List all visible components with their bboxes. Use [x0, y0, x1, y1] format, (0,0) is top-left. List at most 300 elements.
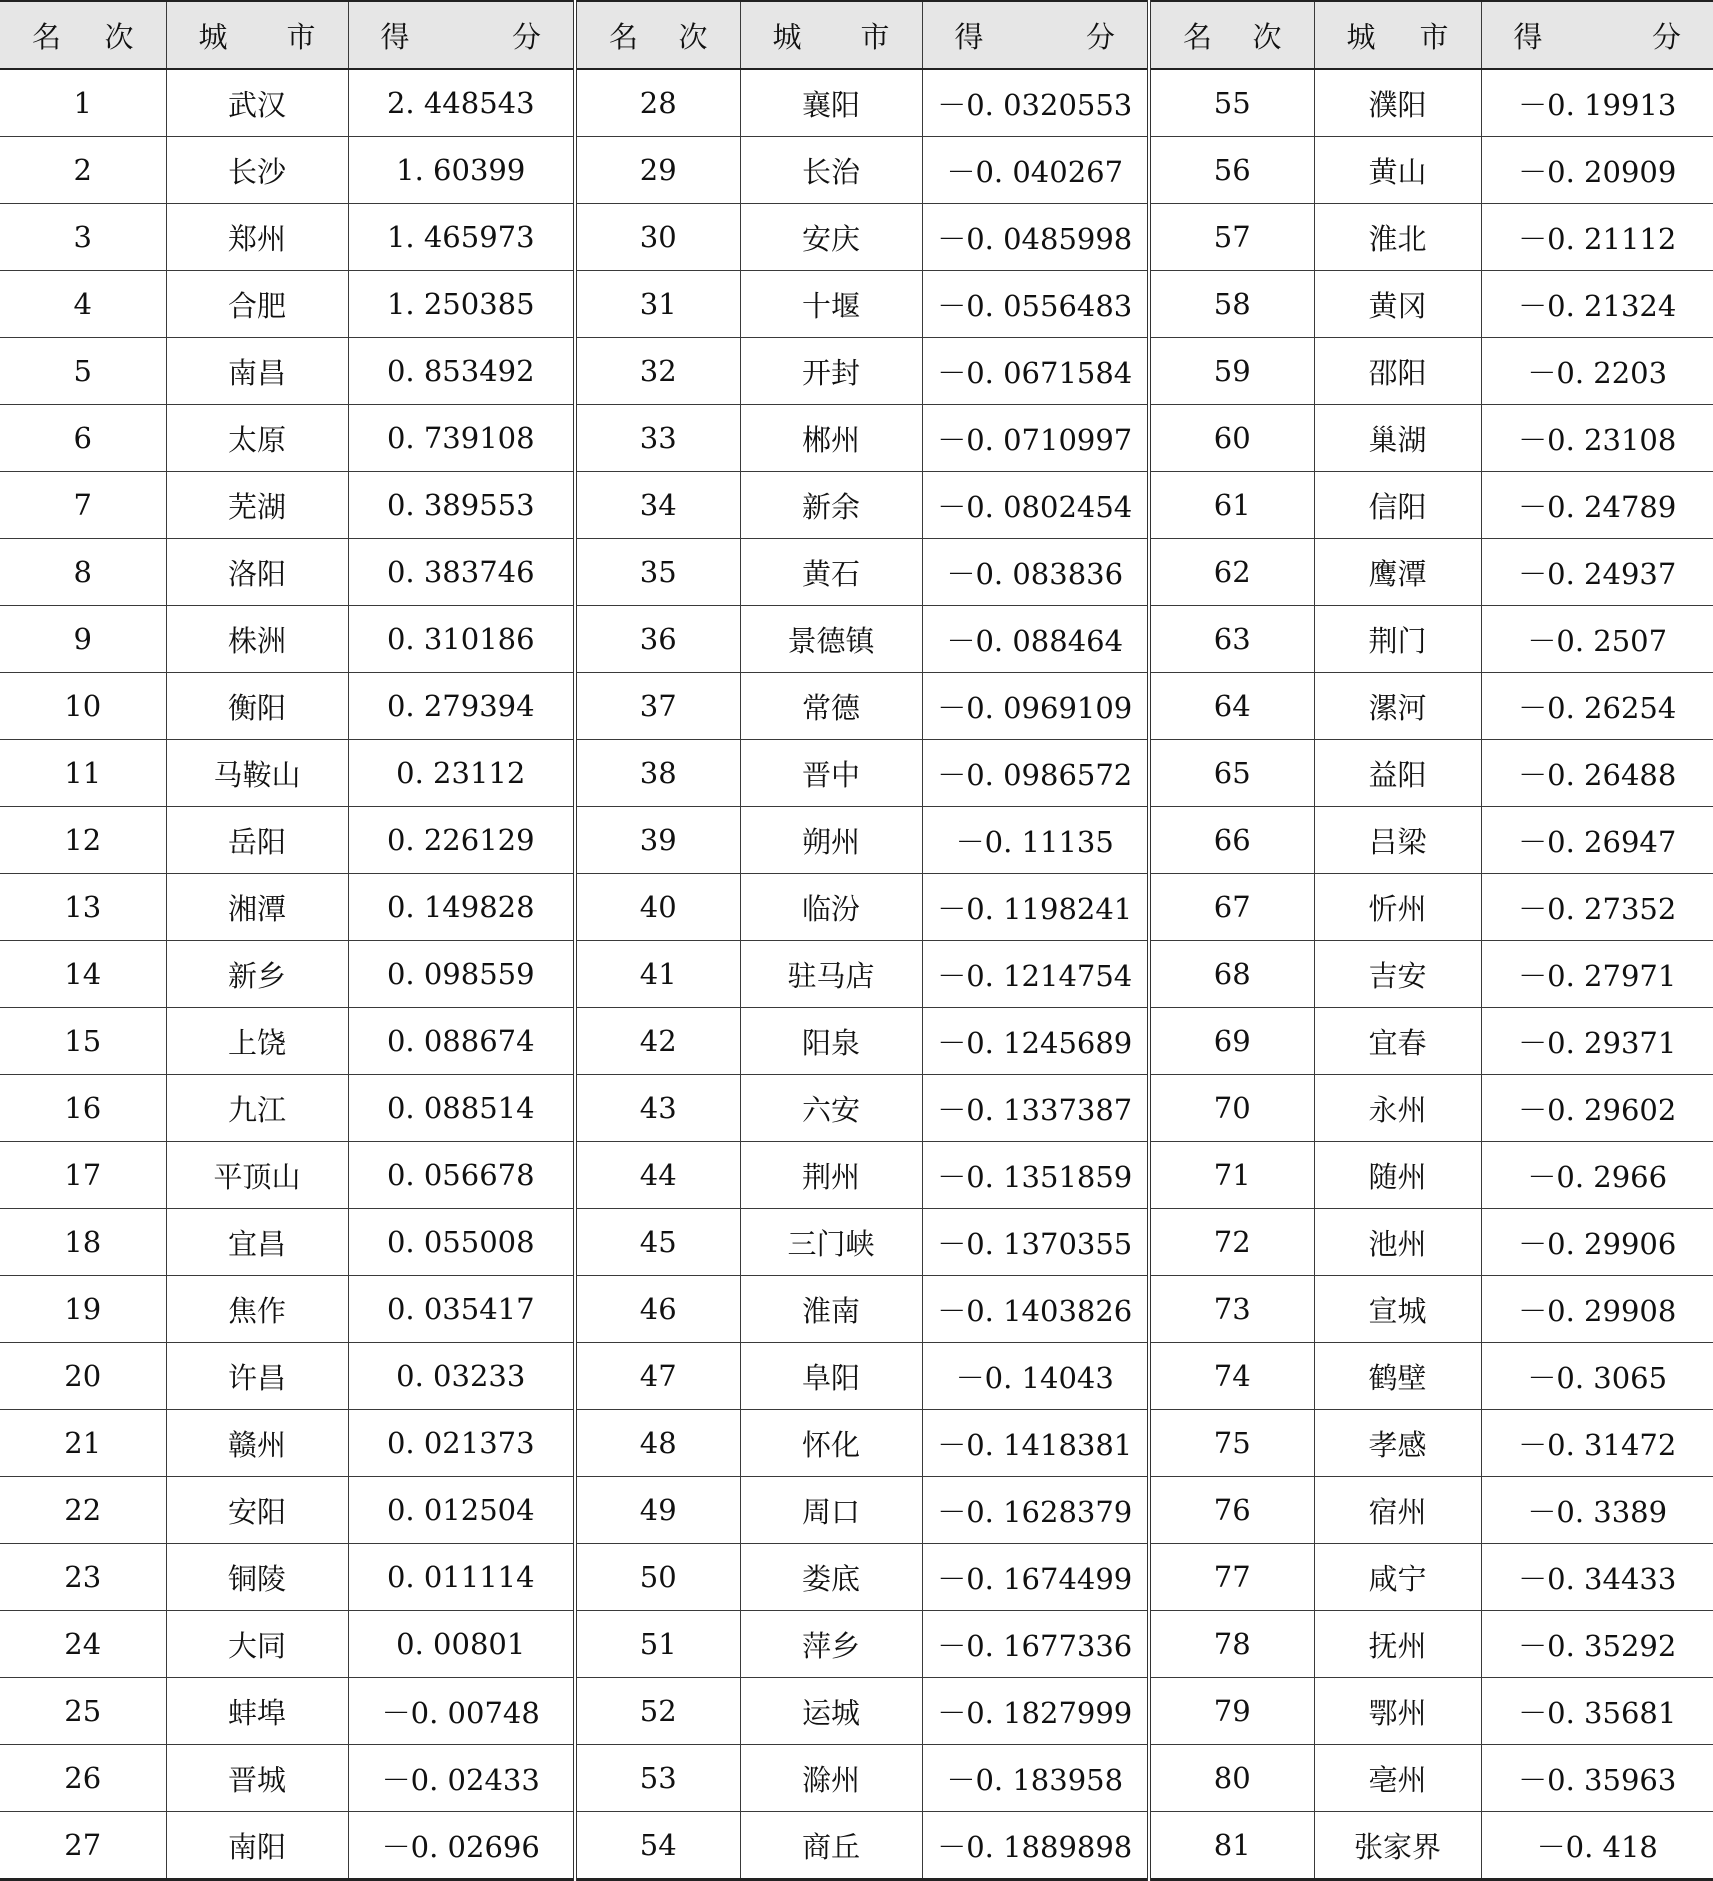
- city-cell: 宣城: [1314, 1276, 1481, 1343]
- score-cell: －0. 27352: [1481, 874, 1713, 941]
- header-label: [349, 15, 574, 56]
- rank-cell: 18: [0, 1209, 166, 1276]
- table-header: [0, 1, 1713, 69]
- table-row: [0, 740, 1713, 807]
- score-cell: －0. 0710997: [922, 405, 1149, 472]
- rank-cell: 67: [1149, 874, 1314, 941]
- score-cell: －0. 2507: [1481, 606, 1713, 673]
- city-cell: 景德镇: [740, 606, 922, 673]
- rank-cell: 42: [575, 1008, 740, 1075]
- rank-cell: 7: [0, 472, 166, 539]
- city-cell: 宜春: [1314, 1008, 1481, 1075]
- score-cell: －0. 0986572: [922, 740, 1149, 807]
- score-cell: －0. 21112: [1481, 204, 1713, 271]
- rank-cell: 44: [575, 1142, 740, 1209]
- score-cell: －0. 1628379: [922, 1477, 1149, 1544]
- city-cell: 驻马店: [740, 941, 922, 1008]
- score-cell: －0. 3065: [1481, 1343, 1713, 1410]
- rank-cell: 26: [0, 1745, 166, 1812]
- city-cell: 太原: [166, 405, 348, 472]
- rank-cell: 81: [1149, 1812, 1314, 1880]
- city-cell: 萍乡: [740, 1611, 922, 1678]
- city-cell: 郑州: [166, 204, 348, 271]
- rank-cell: 68: [1149, 941, 1314, 1008]
- city-cell: 湘潭: [166, 874, 348, 941]
- rank-cell: 38: [575, 740, 740, 807]
- table-row: [0, 874, 1713, 941]
- score-cell: －0. 29371: [1481, 1008, 1713, 1075]
- header-city-g2: [740, 1, 922, 69]
- score-cell: 0. 055008: [348, 1209, 575, 1276]
- table-row: [0, 1209, 1713, 1276]
- city-cell: 十堰: [740, 271, 922, 338]
- rank-cell: 60: [1149, 405, 1314, 472]
- city-cell: 郴州: [740, 405, 922, 472]
- rank-cell: 73: [1149, 1276, 1314, 1343]
- score-cell: 0. 011114: [348, 1544, 575, 1611]
- score-cell: －0. 0671584: [922, 338, 1149, 405]
- header-char: 市: [286, 15, 315, 56]
- score-cell: 0. 00801: [348, 1611, 575, 1678]
- city-cell: 上饶: [166, 1008, 348, 1075]
- city-cell: 南阳: [166, 1812, 348, 1880]
- header-label: [1482, 15, 1713, 56]
- header-char: 得: [955, 15, 984, 56]
- city-cell: 晋城: [166, 1745, 348, 1812]
- rank-cell: 48: [575, 1410, 740, 1477]
- score-cell: 0. 088514: [348, 1075, 575, 1142]
- rank-cell: 8: [0, 539, 166, 606]
- score-cell: －0. 0556483: [922, 271, 1149, 338]
- header-rank-g3: [1149, 1, 1314, 69]
- score-cell: －0. 1370355: [922, 1209, 1149, 1276]
- score-cell: 0. 23112: [348, 740, 575, 807]
- rank-cell: 53: [575, 1745, 740, 1812]
- score-cell: －0. 00748: [348, 1678, 575, 1745]
- score-cell: －0. 1418381: [922, 1410, 1149, 1477]
- rank-cell: 10: [0, 673, 166, 740]
- rank-cell: 15: [0, 1008, 166, 1075]
- city-cell: 宜昌: [166, 1209, 348, 1276]
- table-row: [0, 941, 1713, 1008]
- score-cell: －0. 29602: [1481, 1075, 1713, 1142]
- score-cell: －0. 24789: [1481, 472, 1713, 539]
- table-row: [0, 69, 1713, 137]
- header-char: 分: [512, 15, 541, 56]
- city-cell: 蚌埠: [166, 1678, 348, 1745]
- table-row: [0, 1611, 1713, 1678]
- city-cell: 黄山: [1314, 137, 1481, 204]
- header-label: [577, 15, 740, 56]
- score-cell: －0. 0802454: [922, 472, 1149, 539]
- score-cell: －0. 1198241: [922, 874, 1149, 941]
- header-rank-g2: [575, 1, 740, 69]
- city-cell: 荆门: [1314, 606, 1481, 673]
- city-cell: 铜陵: [166, 1544, 348, 1611]
- header-char: 分: [1086, 15, 1115, 56]
- rank-cell: 52: [575, 1678, 740, 1745]
- city-cell: 滁州: [740, 1745, 922, 1812]
- header-score-g1: [348, 1, 575, 69]
- rank-cell: 56: [1149, 137, 1314, 204]
- score-cell: －0. 24937: [1481, 539, 1713, 606]
- table-row: [0, 807, 1713, 874]
- rank-cell: 61: [1149, 472, 1314, 539]
- city-cell: 衡阳: [166, 673, 348, 740]
- score-cell: －0. 1337387: [922, 1075, 1149, 1142]
- city-cell: 大同: [166, 1611, 348, 1678]
- score-cell: －0. 1214754: [922, 941, 1149, 1008]
- rank-cell: 71: [1149, 1142, 1314, 1209]
- rank-cell: 28: [575, 69, 740, 137]
- rank-cell: 30: [575, 204, 740, 271]
- rank-cell: 55: [1149, 69, 1314, 137]
- rank-cell: 37: [575, 673, 740, 740]
- rank-cell: 22: [0, 1477, 166, 1544]
- rank-cell: 65: [1149, 740, 1314, 807]
- rank-cell: 79: [1149, 1678, 1314, 1745]
- rank-cell: 35: [575, 539, 740, 606]
- city-cell: 临汾: [740, 874, 922, 941]
- city-cell: 荆州: [740, 1142, 922, 1209]
- score-cell: 0. 310186: [348, 606, 575, 673]
- city-cell: 襄阳: [740, 69, 922, 137]
- score-cell: 0. 021373: [348, 1410, 575, 1477]
- city-cell: 新乡: [166, 941, 348, 1008]
- header-char: 城: [199, 15, 228, 56]
- score-cell: 0. 389553: [348, 472, 575, 539]
- city-cell: 吉安: [1314, 941, 1481, 1008]
- score-cell: 0. 035417: [348, 1276, 575, 1343]
- city-cell: 淮南: [740, 1276, 922, 1343]
- score-cell: －0. 21324: [1481, 271, 1713, 338]
- rank-cell: 19: [0, 1276, 166, 1343]
- city-cell: 忻州: [1314, 874, 1481, 941]
- rank-cell: 16: [0, 1075, 166, 1142]
- rank-cell: 14: [0, 941, 166, 1008]
- score-cell: －0. 1827999: [922, 1678, 1149, 1745]
- score-cell: －0. 19913: [1481, 69, 1713, 137]
- table-row: [0, 1008, 1713, 1075]
- score-cell: 0. 279394: [348, 673, 575, 740]
- rank-cell: 75: [1149, 1410, 1314, 1477]
- city-cell: 吕梁: [1314, 807, 1481, 874]
- city-cell: 安庆: [740, 204, 922, 271]
- city-cell: 淮北: [1314, 204, 1481, 271]
- header-char: 得: [381, 15, 410, 56]
- rank-cell: 32: [575, 338, 740, 405]
- score-cell: 0. 056678: [348, 1142, 575, 1209]
- score-cell: －0. 26947: [1481, 807, 1713, 874]
- header-char: 城: [773, 15, 802, 56]
- rank-cell: 36: [575, 606, 740, 673]
- rank-cell: 34: [575, 472, 740, 539]
- score-cell: －0. 1245689: [922, 1008, 1149, 1075]
- header-label: [741, 15, 922, 56]
- rank-cell: 25: [0, 1678, 166, 1745]
- rank-cell: 9: [0, 606, 166, 673]
- city-cell: 马鞍山: [166, 740, 348, 807]
- rank-cell: 40: [575, 874, 740, 941]
- rank-cell: 6: [0, 405, 166, 472]
- city-cell: 鄂州: [1314, 1678, 1481, 1745]
- table-row: [0, 271, 1713, 338]
- rank-cell: 59: [1149, 338, 1314, 405]
- table-row: [0, 1812, 1713, 1880]
- table-row: [0, 673, 1713, 740]
- rank-cell: 58: [1149, 271, 1314, 338]
- score-cell: －0. 02696: [348, 1812, 575, 1880]
- header-score-g3: [1481, 1, 1713, 69]
- score-cell: －0. 20909: [1481, 137, 1713, 204]
- score-cell: －0. 14043: [922, 1343, 1149, 1410]
- city-cell: 焦作: [166, 1276, 348, 1343]
- city-cell: 武汉: [166, 69, 348, 137]
- score-cell: －0. 0320553: [922, 69, 1149, 137]
- rank-cell: 51: [575, 1611, 740, 1678]
- score-cell: 0. 03233: [348, 1343, 575, 1410]
- rank-cell: 64: [1149, 673, 1314, 740]
- city-cell: 张家界: [1314, 1812, 1481, 1880]
- city-cell: 岳阳: [166, 807, 348, 874]
- score-cell: 0. 149828: [348, 874, 575, 941]
- city-cell: 亳州: [1314, 1745, 1481, 1812]
- rank-cell: 70: [1149, 1075, 1314, 1142]
- score-cell: －0. 26254: [1481, 673, 1713, 740]
- score-cell: 0. 853492: [348, 338, 575, 405]
- header-score-g2: [922, 1, 1149, 69]
- rank-cell: 4: [0, 271, 166, 338]
- score-cell: －0. 26488: [1481, 740, 1713, 807]
- city-cell: 芜湖: [166, 472, 348, 539]
- rank-cell: 45: [575, 1209, 740, 1276]
- city-cell: 赣州: [166, 1410, 348, 1477]
- city-cell: 咸宁: [1314, 1544, 1481, 1611]
- rank-cell: 62: [1149, 539, 1314, 606]
- score-cell: －0. 1351859: [922, 1142, 1149, 1209]
- score-cell: －0. 27971: [1481, 941, 1713, 1008]
- score-cell: －0. 02433: [348, 1745, 575, 1812]
- rank-cell: 24: [0, 1611, 166, 1678]
- city-cell: 株洲: [166, 606, 348, 673]
- rank-cell: 54: [575, 1812, 740, 1880]
- rank-cell: 76: [1149, 1477, 1314, 1544]
- score-cell: －0. 2203: [1481, 338, 1713, 405]
- header-char: 名: [32, 15, 61, 56]
- rank-cell: 3: [0, 204, 166, 271]
- table-row: [0, 606, 1713, 673]
- header-label: [923, 15, 1148, 56]
- header-city-g1: [166, 1, 348, 69]
- score-cell: －0. 183958: [922, 1745, 1149, 1812]
- city-cell: 长治: [740, 137, 922, 204]
- header-char: 名: [1183, 15, 1212, 56]
- rank-cell: 12: [0, 807, 166, 874]
- city-cell: 信阳: [1314, 472, 1481, 539]
- header-char: 次: [1252, 15, 1281, 56]
- header-char: 名: [609, 15, 638, 56]
- rank-cell: 47: [575, 1343, 740, 1410]
- header-city-g3: [1314, 1, 1481, 69]
- city-cell: 新余: [740, 472, 922, 539]
- city-cell: 南昌: [166, 338, 348, 405]
- city-cell: 合肥: [166, 271, 348, 338]
- city-cell: 漯河: [1314, 673, 1481, 740]
- rank-cell: 74: [1149, 1343, 1314, 1410]
- score-cell: －0. 040267: [922, 137, 1149, 204]
- rank-cell: 46: [575, 1276, 740, 1343]
- rank-cell: 1: [0, 69, 166, 137]
- city-cell: 九江: [166, 1075, 348, 1142]
- table-row: [0, 405, 1713, 472]
- rank-cell: 2: [0, 137, 166, 204]
- rank-cell: 63: [1149, 606, 1314, 673]
- score-cell: －0. 418: [1481, 1812, 1713, 1880]
- score-cell: 1. 60399: [348, 137, 575, 204]
- table-row: [0, 1477, 1713, 1544]
- header-char: 次: [104, 15, 133, 56]
- score-cell: 0. 098559: [348, 941, 575, 1008]
- score-cell: 0. 226129: [348, 807, 575, 874]
- rank-cell: 20: [0, 1343, 166, 1410]
- score-cell: 2. 448543: [348, 69, 575, 137]
- rank-cell: 69: [1149, 1008, 1314, 1075]
- score-cell: －0. 34433: [1481, 1544, 1713, 1611]
- city-cell: 随州: [1314, 1142, 1481, 1209]
- city-cell: 长沙: [166, 137, 348, 204]
- table-body: [0, 69, 1713, 1880]
- header-rank-g1: [0, 1, 166, 69]
- city-cell: 巢湖: [1314, 405, 1481, 472]
- city-cell: 许昌: [166, 1343, 348, 1410]
- city-cell: 开封: [740, 338, 922, 405]
- rank-cell: 77: [1149, 1544, 1314, 1611]
- city-cell: 黄石: [740, 539, 922, 606]
- score-cell: －0. 23108: [1481, 405, 1713, 472]
- city-cell: 孝感: [1314, 1410, 1481, 1477]
- city-cell: 安阳: [166, 1477, 348, 1544]
- header-char: 分: [1652, 15, 1681, 56]
- score-cell: －0. 3389: [1481, 1477, 1713, 1544]
- header-label: [1151, 15, 1314, 56]
- score-cell: －0. 11135: [922, 807, 1149, 874]
- score-cell: 0. 739108: [348, 405, 575, 472]
- score-cell: －0. 35681: [1481, 1678, 1713, 1745]
- header-char: 市: [860, 15, 889, 56]
- score-cell: －0. 31472: [1481, 1410, 1713, 1477]
- table-row: [0, 1410, 1713, 1477]
- score-cell: －0. 088464: [922, 606, 1149, 673]
- rank-cell: 39: [575, 807, 740, 874]
- rank-cell: 11: [0, 740, 166, 807]
- city-cell: 运城: [740, 1678, 922, 1745]
- rank-cell: 66: [1149, 807, 1314, 874]
- rank-cell: 80: [1149, 1745, 1314, 1812]
- rank-cell: 43: [575, 1075, 740, 1142]
- table-row: [0, 137, 1713, 204]
- score-cell: 0. 012504: [348, 1477, 575, 1544]
- city-cell: 阜阳: [740, 1343, 922, 1410]
- header-label: [1315, 15, 1481, 56]
- header-label: [167, 15, 348, 56]
- rank-cell: 57: [1149, 204, 1314, 271]
- city-cell: 鹰潭: [1314, 539, 1481, 606]
- city-cell: 永州: [1314, 1075, 1481, 1142]
- header-char: 城: [1347, 15, 1376, 56]
- rank-cell: 78: [1149, 1611, 1314, 1678]
- rank-cell: 23: [0, 1544, 166, 1611]
- score-cell: －0. 1889898: [922, 1812, 1149, 1880]
- city-cell: 常德: [740, 673, 922, 740]
- score-cell: 1. 465973: [348, 204, 575, 271]
- table-row: [0, 1075, 1713, 1142]
- city-cell: 黄冈: [1314, 271, 1481, 338]
- rank-cell: 17: [0, 1142, 166, 1209]
- table-row: [0, 1276, 1713, 1343]
- table-row: [0, 539, 1713, 606]
- rank-cell: 31: [575, 271, 740, 338]
- table-row: [0, 1343, 1713, 1410]
- header-char: 市: [1419, 15, 1448, 56]
- rank-cell: 50: [575, 1544, 740, 1611]
- score-cell: 1. 250385: [348, 271, 575, 338]
- rank-cell: 49: [575, 1477, 740, 1544]
- city-cell: 洛阳: [166, 539, 348, 606]
- city-cell: 宿州: [1314, 1477, 1481, 1544]
- table-row: [0, 1544, 1713, 1611]
- header-char: 次: [678, 15, 707, 56]
- score-cell: －0. 2966: [1481, 1142, 1713, 1209]
- table-row: [0, 338, 1713, 405]
- score-cell: －0. 35963: [1481, 1745, 1713, 1812]
- score-cell: －0. 1674499: [922, 1544, 1149, 1611]
- score-cell: －0. 35292: [1481, 1611, 1713, 1678]
- table-row: [0, 1678, 1713, 1745]
- score-cell: －0. 29908: [1481, 1276, 1713, 1343]
- city-cell: 周口: [740, 1477, 922, 1544]
- city-cell: 晋中: [740, 740, 922, 807]
- city-cell: 平顶山: [166, 1142, 348, 1209]
- score-cell: －0. 1403826: [922, 1276, 1149, 1343]
- city-cell: 抚州: [1314, 1611, 1481, 1678]
- city-cell: 商丘: [740, 1812, 922, 1880]
- score-cell: －0. 29906: [1481, 1209, 1713, 1276]
- score-cell: 0. 383746: [348, 539, 575, 606]
- rank-cell: 29: [575, 137, 740, 204]
- rank-cell: 21: [0, 1410, 166, 1477]
- score-cell: －0. 083836: [922, 539, 1149, 606]
- city-cell: 濮阳: [1314, 69, 1481, 137]
- city-cell: 邵阳: [1314, 338, 1481, 405]
- city-cell: 三门峡: [740, 1209, 922, 1276]
- rank-cell: 27: [0, 1812, 166, 1880]
- city-cell: 鹤壁: [1314, 1343, 1481, 1410]
- score-cell: 0. 088674: [348, 1008, 575, 1075]
- city-cell: 娄底: [740, 1544, 922, 1611]
- score-cell: －0. 1677336: [922, 1611, 1149, 1678]
- city-cell: 朔州: [740, 807, 922, 874]
- score-cell: －0. 0485998: [922, 204, 1149, 271]
- score-cell: －0. 0969109: [922, 673, 1149, 740]
- city-cell: 怀化: [740, 1410, 922, 1477]
- rank-cell: 5: [0, 338, 166, 405]
- rank-cell: 41: [575, 941, 740, 1008]
- rank-cell: 33: [575, 405, 740, 472]
- header-label: [0, 15, 166, 56]
- table-row: [0, 204, 1713, 271]
- city-cell: 阳泉: [740, 1008, 922, 1075]
- table-row: [0, 1745, 1713, 1812]
